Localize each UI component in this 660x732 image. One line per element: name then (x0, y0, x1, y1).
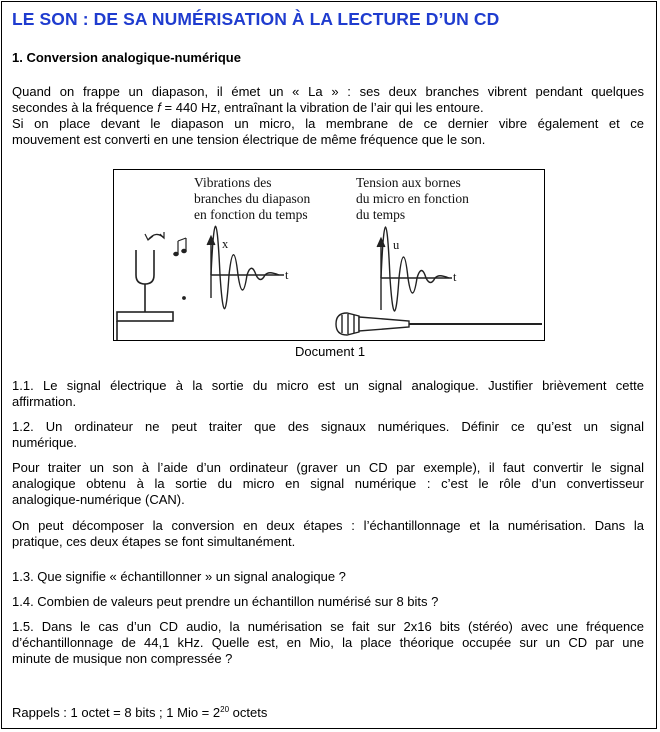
right-axis-x-label: t (453, 270, 457, 284)
left-axis-y-label: x (222, 237, 229, 251)
steps-paragraph: On peut décomposer la conversion en deux étapes : l’échantillonnage et la numérisation. Dans la pratique, ces deux étapes se font simultanément. (12, 518, 644, 549)
music-notes-icon (174, 238, 186, 299)
intro-line-2: secondes à la fréquence f = 440 Hz, entraînant la vibration de l’air qui les entoure. (12, 100, 484, 115)
intro-line-4: mouvement est converti en une tension électrique de même fréquence que le son. (12, 132, 486, 147)
intro-paragraph (12, 84, 644, 148)
can-paragraph: Pour traiter un son à l’aide d’un ordinateur (graver un CD par exemple), il faut convertir le signal analogique obtenu à la sortie du micro en signal numérique : c’est le rôle d’un convertisseur analogique-numérique (CAN). (12, 460, 644, 507)
figure-drawing (114, 170, 544, 340)
intro-line-1: Quand on frappe un diapason, il émet un « La » : ses deux branches vibrent pendant quelques (12, 84, 644, 99)
right-graph-caption: Tension aux bornes du micro en fonction du temps (356, 175, 469, 222)
question-1-2: 1.2. Un ordinateur ne peut traiter que des signaux numériques. Définir ce qu’est un signal numérique. (12, 419, 644, 450)
microphone-icon (336, 313, 542, 335)
document-1-figure (113, 169, 545, 341)
section-heading: 1. Conversion analogique-numérique (12, 50, 241, 65)
left-axis-x-label: t (285, 268, 289, 282)
left-graph (207, 226, 284, 309)
figure-caption: Document 1 (294, 344, 366, 359)
left-graph-caption: Vibrations des branches du diapason en fonction du temps (194, 175, 311, 222)
page-title: LE SON : DE SA NUMÉRISATION À LA LECTURE D’UN CD (12, 9, 500, 29)
question-1-3: 1.3. Que signifie « échantillonner » un signal analogique ? (12, 569, 346, 584)
exponent: 20 (220, 705, 230, 714)
intro-line-3: Si on place devant le diapason un micro, la membrane de ce dernier vibre également et ce (12, 116, 644, 131)
question-1-5: 1.5. Dans le cas d’un CD audio, la numérisation se fait sur 2x16 bits (stéréo) avec une fréquence d’échantillonnage de 44,1 kHz. Quelle est, en Mio, la place théorique occupée sur un CD par une minute de musique non compressée ? (12, 619, 644, 666)
question-1-4: 1.4. Combien de valeurs peut prendre un échantillon numérisé sur 8 bits ? (12, 594, 439, 609)
rappels-line: Rappels : 1 octet = 8 bits ; 1 Mio = $2^{20}$ octets (12, 705, 268, 720)
tuning-fork-icon (117, 232, 173, 340)
right-graph (377, 227, 452, 311)
frequency-variable: f (157, 100, 161, 115)
question-1-1: 1.1. Le signal électrique à la sortie du micro est un signal analogique. Justifier brièvement cette affirmation. (12, 378, 644, 409)
right-axis-y-label: u (393, 238, 400, 252)
